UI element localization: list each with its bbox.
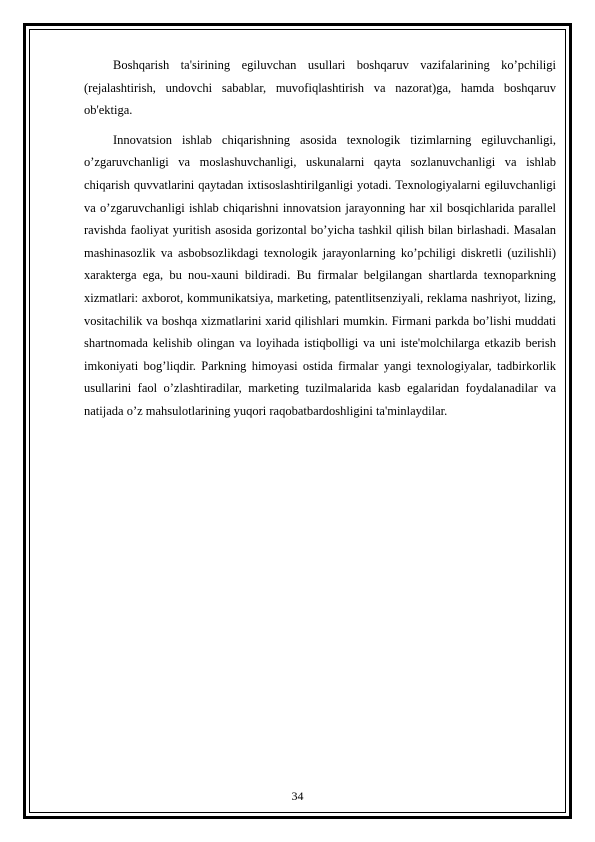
page-number: 34 (291, 789, 304, 803)
paragraph-2: Innovatsion ishlab chiqarishning asosida texnologik tizimlarning egiluvchanligi, o’zgaruvchanligi va moslashuvchanligi, uskunalarni qayta sozlanuvchanligi va ishlab chiqarish quvvatlarini qaytadan ixtisoslashtirilganligi yotadi. Texnologiyalarni egiluvchanligi va o’zgaruvchanligi ishlab chiqarishni innovatsion jarayonning har xil bosqichlarida parallel ravishda faoliyat yuritish asosida gorizontal bo’yicha tashkil qilish bilan birlashadi. Masalan mashinasozlik va asbobsozlikdagi texnologik jarayonlarning ko’pchiligi diskretli (uzilishli) xarakterga ega, bu nou-xauni bildiradi. Bu firmalar belgilangan shartlarda texnoparkning xizmatlari: axborot, kommunikatsiya, marketing, patentlitsenziyali, reklama nashriyot, lizing, vositachilik va boshqa xizmatlarini xarid qilishlari mumkin. Firmani parkda bo’lishi muddati shartnomada kelishib olingan va loyihada istiqbolligi va uni iste'molchilarga etkazib berish imkoniyati bog’liqdir. Parkning himoyasi ostida firmalar yangi texnologiyalar, tadbirkorlik usullarini faol o’zlashtiradilar, marketing tuzilmalarida kasb egalaridan foydalanadilar va natijada o’z mahsulotlarining yuqori raqobatbardoshligini ta'minlaydilar. (84, 132, 556, 418)
page-body (84, 54, 556, 430)
paragraph-1: Boshqarish ta'sirining egiluvchan usullari boshqaruv vazifalarining ko’pchiligi (rejalashtirish, undovchi sabablar, muvofiqlashtirish va nazorat)ga, hamda boshqaruv ob'ektiga. (84, 58, 556, 118)
